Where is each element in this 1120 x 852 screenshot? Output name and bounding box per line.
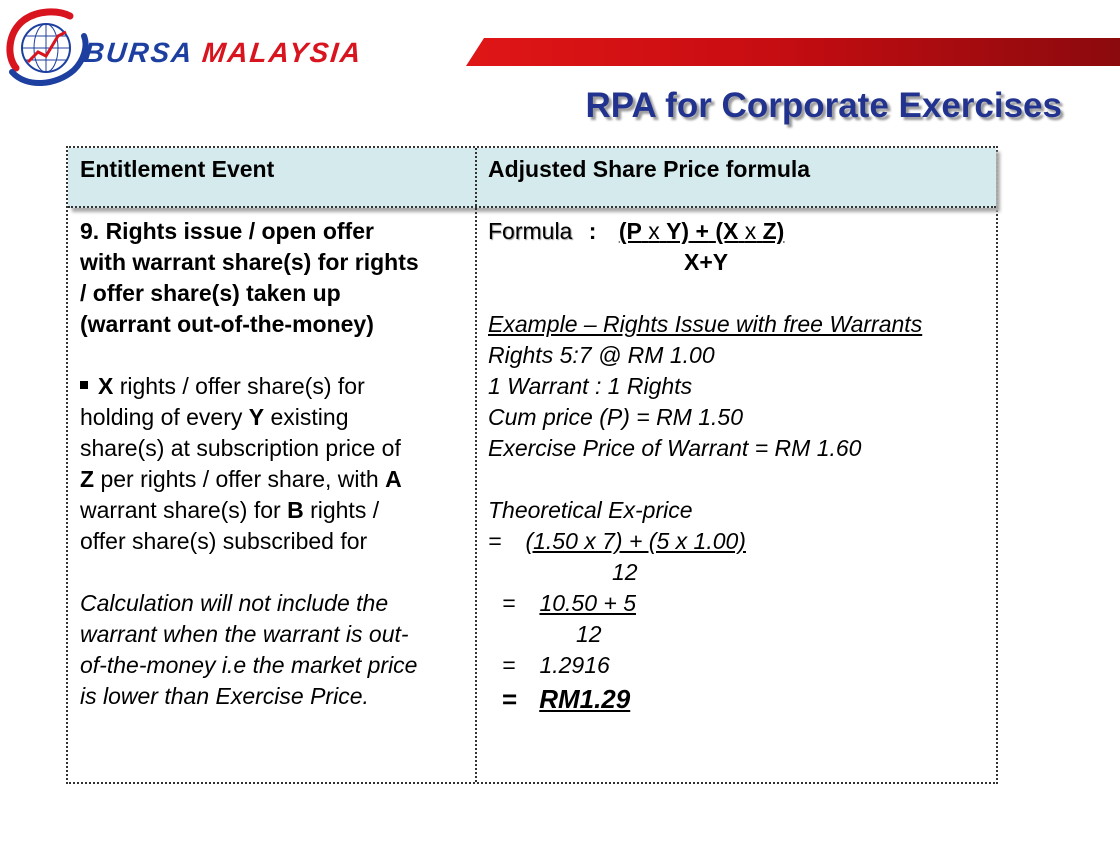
calc-step-2: = 10.50 + 5 xyxy=(502,590,636,616)
entitlement-event-cell xyxy=(80,216,470,712)
formula-line: Formula : (P x Y) + (X x Z) xyxy=(488,218,785,244)
example-line: Exercise Price of Warrant = RM 1.60 xyxy=(488,435,862,461)
formula-numerator: (P x Y) + (X x Z) xyxy=(618,218,785,244)
header-entitlement-event: Entitlement Event xyxy=(80,156,275,182)
event-heading-line: (warrant out-of-the-money) xyxy=(80,311,374,337)
formula-denominator: X+Y xyxy=(684,249,729,275)
brand-part2: MALAYSIA xyxy=(200,37,365,68)
formula-label: Formula xyxy=(488,218,573,244)
example-line: Rights 5:7 @ RM 1.00 xyxy=(488,342,715,368)
column-divider xyxy=(475,148,477,782)
header-formula: Adjusted Share Price formula xyxy=(488,156,811,182)
table-header-row xyxy=(68,148,996,208)
note-line: is lower than Exercise Price. xyxy=(80,683,369,709)
desc-line: X rights / offer share(s) for xyxy=(80,371,470,402)
event-heading-line: with warrant share(s) for rights xyxy=(80,249,419,275)
note-line: of-the-money i.e the market price xyxy=(80,652,418,678)
desc-line: share(s) at subscription price of xyxy=(80,435,401,461)
event-heading-line: 9. Rights issue / open offer xyxy=(80,218,374,244)
desc-line: Z per rights / offer share, with A xyxy=(80,466,402,492)
calc-step-1: = (1.50 x 7) + (5 x 1.00) xyxy=(488,528,746,554)
calc-denominator-1: 12 xyxy=(612,559,638,585)
final-price: RM1.29 xyxy=(539,684,631,714)
desc-line: holding of every Y existing xyxy=(80,404,349,430)
header-red-bar xyxy=(466,38,1120,66)
brand-name xyxy=(82,37,364,69)
example-line: Cum price (P) = RM 1.50 xyxy=(488,404,743,430)
note-line: Calculation will not include the xyxy=(80,590,389,616)
example-title: Example – Rights Issue with free Warrants xyxy=(488,311,923,337)
calc-denominator-2: 12 xyxy=(576,621,602,647)
page-title: RPA for Corporate Exercises xyxy=(585,86,1062,125)
rpa-table xyxy=(66,146,998,784)
formula-cell xyxy=(488,216,993,717)
note-line: warrant when the warrant is out- xyxy=(80,621,409,647)
example-line: 1 Warrant : 1 Rights xyxy=(488,373,693,399)
brand-part1: BURSA xyxy=(82,37,195,68)
desc-line: offer share(s) subscribed for xyxy=(80,528,368,554)
event-heading-line: / offer share(s) taken up xyxy=(80,280,341,306)
bullet-icon xyxy=(80,381,88,389)
calc-result: = RM1.29 xyxy=(502,684,631,714)
calc-step-3: = 1.2916 xyxy=(502,652,610,678)
bursa-logo-icon xyxy=(4,6,90,88)
ex-price-title: Theoretical Ex-price xyxy=(488,497,693,523)
desc-line: warrant share(s) for B rights / xyxy=(80,497,380,523)
